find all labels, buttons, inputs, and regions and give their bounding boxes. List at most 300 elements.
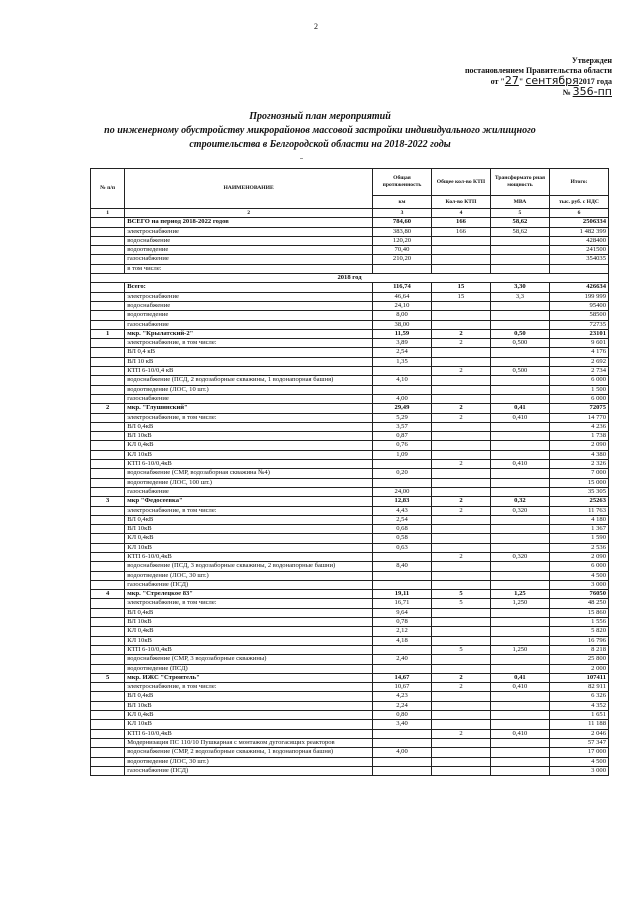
row-ktp-count: 2 [431,404,490,413]
row-name: водоотведение (ЛОС, 30 шт.) [125,571,373,580]
row-length: 120,20 [372,236,431,245]
table-row [91,562,609,571]
row-total: 428400 [549,236,608,245]
row-name: водоотведение (ЛОС, 30 шт.) [125,757,373,766]
table-row [91,246,609,255]
row-length [372,729,431,738]
row-number [91,487,125,496]
row-length: 0,78 [372,618,431,627]
row-name: ВЛ 0,4кВ [125,608,373,617]
row-length: 0,20 [372,469,431,478]
row-transformer-power [490,394,549,403]
table-row [91,645,609,654]
row-length [372,385,431,394]
row-transformer-power [490,311,549,320]
row-ktp-count [431,720,490,729]
row-transformer-power [490,757,549,766]
row-name: водоотведение [125,311,373,320]
row-length [372,367,431,376]
row-length: 0,63 [372,543,431,552]
row-ktp-count [431,422,490,431]
row-number [91,618,125,627]
approval-month: сентября [525,74,579,87]
row-ktp-count [431,450,490,459]
row-length: 1,09 [372,450,431,459]
row-total: 35 305 [549,487,608,496]
row-transformer-power: 0,320 [490,506,549,515]
table-row [91,441,609,450]
stray-mark [300,158,303,159]
row-total: 4 236 [549,422,608,431]
row-length: 0,76 [372,441,431,450]
header-total: Итого: [549,169,608,196]
row-name: ВЛ 10кВ [125,701,373,710]
idx-5: 5 [490,209,549,218]
row-total: 76050 [549,590,608,599]
row-transformer-power [490,357,549,366]
row-transformer-power: 0,410 [490,729,549,738]
table-row [91,599,609,608]
row-total: 1 556 [549,618,608,627]
row-number [91,292,125,301]
row-number [91,376,125,385]
table-row [91,264,609,273]
table-row [91,469,609,478]
table-row [91,320,609,329]
row-ktp-count [431,394,490,403]
table-row [91,590,609,599]
row-number [91,766,125,775]
row-number [91,720,125,729]
row-name: ВЛ 0,4кВ [125,692,373,701]
row-ktp-count [431,357,490,366]
row-total: 1 651 [549,711,608,720]
row-length [372,757,431,766]
row-transformer-power [490,246,549,255]
row-transformer-power [490,627,549,636]
row-transformer-power: 1,250 [490,645,549,654]
row-total: 4 500 [549,571,608,580]
row-name: мкр. ИЖС "Строитель" [125,673,373,682]
row-transformer-power [490,478,549,487]
row-number [91,441,125,450]
row-total: 6 000 [549,376,608,385]
row-ktp-count [431,320,490,329]
row-ktp-count [431,608,490,617]
row-number [91,711,125,720]
row-length: 29,49 [372,404,431,413]
row-number [91,664,125,673]
row-length: 38,00 [372,320,431,329]
row-name: электроснабжение, в том числе: [125,683,373,692]
row-length: 4,18 [372,636,431,645]
row-transformer-power [490,320,549,329]
table-row [91,339,609,348]
row-total: 6 000 [549,394,608,403]
row-number [91,580,125,589]
row-name: электроснабжение, в том числе: [125,599,373,608]
row-ktp-count: 166 [431,227,490,236]
row-length: 16,71 [372,599,431,608]
table-row [91,580,609,589]
row-name: КТП 6-10/0,4 кВ [125,367,373,376]
row-total: 9 601 [549,339,608,348]
table-row [91,552,609,561]
row-total: 1 500 [549,385,608,394]
row-number: 2 [91,404,125,413]
row-ktp-count [431,534,490,543]
table-row [91,357,609,366]
row-number [91,683,125,692]
table-row [91,348,609,357]
row-length: 46,64 [372,292,431,301]
row-name: газоснабжение (ПСД) [125,766,373,775]
row-total [549,264,608,273]
table-row [91,478,609,487]
row-name: водоотведение (ЛОС, 10 шт.) [125,385,373,394]
document-title [80,110,560,152]
table-row [91,664,609,673]
row-transformer-power: 0,320 [490,552,549,561]
table-row [91,720,609,729]
approval-line2: постановлением Правительства области [464,66,612,75]
row-name: ВЛ 0,4кВ [125,422,373,431]
row-ktp-count [431,738,490,747]
table-row [91,655,609,664]
row-number [91,227,125,236]
row-total: 1 482 399 [549,227,608,236]
row-transformer-power [490,618,549,627]
row-total: 2 734 [549,367,608,376]
row-total: 72075 [549,404,608,413]
index-row [91,209,609,218]
row-total: 241500 [549,246,608,255]
row-ktp-count [431,766,490,775]
table-row [91,636,609,645]
header-num: № п/п [91,169,125,209]
row-length: 210,20 [372,255,431,264]
row-transformer-power [490,469,549,478]
header-name: НАИМЕНОВАНИЕ [125,169,373,209]
row-transformer-power [490,692,549,701]
row-length: 5,29 [372,413,431,422]
row-transformer-power [490,748,549,757]
row-name: мкр. "Глушинский" [125,404,373,413]
row-number [91,311,125,320]
row-name: электроснабжение [125,227,373,236]
row-transformer-power [490,450,549,459]
row-transformer-power [490,432,549,441]
row-number [91,701,125,710]
row-length: 14,67 [372,673,431,682]
row-transformer-power: 0,50 [490,329,549,338]
row-ktp-count: 2 [431,460,490,469]
row-ktp-count: 5 [431,590,490,599]
row-ktp-count [431,757,490,766]
approval-line1: Утвержден [571,56,612,65]
row-transformer-power [490,515,549,524]
row-ktp-count [431,692,490,701]
row-name: водоснабжение [125,236,373,245]
row-ktp-count [431,348,490,357]
row-name: ВЛ 0,4кВ [125,515,373,524]
row-name: ВЛ 10кВ [125,618,373,627]
idx-6: 6 [549,209,608,218]
row-name: газоснабжение [125,320,373,329]
row-length: 2,40 [372,655,431,664]
row-transformer-power: 1,25 [490,590,549,599]
row-transformer-power: 0,500 [490,339,549,348]
row-total: 2 000 [549,664,608,673]
row-length [372,580,431,589]
row-ktp-count [431,376,490,385]
row-ktp-count [431,525,490,534]
title-line1: Прогнозный план мероприятий [249,111,391,122]
row-transformer-power [490,664,549,673]
row-number [91,748,125,757]
row-total: 82 911 [549,683,608,692]
row-ktp-count [431,580,490,589]
row-name: ВЛ 10 кВ [125,357,373,366]
row-transformer-power [490,534,549,543]
table-row [91,497,609,506]
row-number [91,320,125,329]
row-ktp-count: 2 [431,367,490,376]
idx-1: 1 [91,209,125,218]
row-total: 11 763 [549,506,608,515]
row-transformer-power: 0,41 [490,404,549,413]
table-row [91,404,609,413]
row-number [91,301,125,310]
row-ktp-count: 5 [431,599,490,608]
row-total: 48 250 [549,599,608,608]
row-name: Модернизация ПС 110/10 Пушкарная с монтажом дугогасящих реакторов [125,738,373,747]
row-name: водоснабжение (СМР, 3 водозаборные скважины) [125,655,373,664]
row-name: мкр "Федосеевка" [125,497,373,506]
table-row [91,711,609,720]
plan-table-body [91,169,609,776]
row-length: 24,10 [372,301,431,310]
row-name: водоснабжение (ПСД, 2 водозаборные скважины, 1 водонапорная башня) [125,376,373,385]
row-name: в том числе: [125,264,373,273]
row-name: газоснабжение [125,255,373,264]
row-ktp-count [431,664,490,673]
approval-block [432,56,612,98]
row-ktp-count: 2 [431,506,490,515]
row-ktp-count [431,236,490,245]
table-row [91,766,609,775]
row-length: 116,74 [372,283,431,292]
row-length: 3,40 [372,720,431,729]
unit-total: тыс. руб. с НДС [549,196,608,209]
row-length [372,664,431,673]
table-row [91,515,609,524]
row-transformer-power [490,376,549,385]
row-length [372,571,431,580]
row-number [91,367,125,376]
table-row [91,227,609,236]
row-number [91,738,125,747]
row-number [91,729,125,738]
row-total: 16 796 [549,636,608,645]
row-ktp-count [431,469,490,478]
approval-year: 2017 года [578,77,612,86]
table-row [91,236,609,245]
row-number [91,450,125,459]
unit-ktp: Кол-во КТП [431,196,490,209]
row-ktp-count: 2 [431,729,490,738]
row-ktp-count [431,618,490,627]
row-name: Всего: [125,283,373,292]
row-transformer-power [490,301,549,310]
row-total: 6 000 [549,562,608,571]
row-length: 383,80 [372,227,431,236]
table-row [91,283,609,292]
row-length: 0,58 [372,534,431,543]
row-transformer-power [490,348,549,357]
header-row [91,169,609,196]
row-name: КТП 6-10/0,4кВ [125,645,373,654]
row-number [91,506,125,515]
year-label: 2018 год [91,274,609,283]
row-name: мкр. "Стрелецкое 83" [125,590,373,599]
row-transformer-power [490,580,549,589]
row-ktp-count: 2 [431,683,490,692]
row-ktp-count: 2 [431,552,490,561]
row-number [91,348,125,357]
row-name: газоснабжение [125,487,373,496]
row-ktp-count [431,562,490,571]
row-length [372,478,431,487]
row-number [91,552,125,561]
row-total: 2 090 [549,552,608,561]
table-row [91,218,609,227]
row-total: 95400 [549,301,608,310]
row-number [91,655,125,664]
table-row [91,571,609,580]
row-length: 8,40 [372,562,431,571]
table-row [91,748,609,757]
row-length: 10,67 [372,683,431,692]
row-name: электроснабжение, в том числе: [125,506,373,515]
row-total: 8 218 [549,645,608,654]
row-name: водоотведение (ЛОС, 100 шт.) [125,478,373,487]
row-ktp-count [431,441,490,450]
row-name: водоснабжение (СМР, 2 водозаборные скважины, 1 водонапорная башня) [125,748,373,757]
row-number [91,236,125,245]
row-length: 70,40 [372,246,431,255]
row-total: 3 000 [549,766,608,775]
row-total: 2 326 [549,460,608,469]
table-row [91,422,609,431]
row-total: 58500 [549,311,608,320]
row-length: 3,57 [372,422,431,431]
row-number: 5 [91,673,125,682]
row-length: 0,68 [372,525,431,534]
row-total: 15 000 [549,478,608,487]
row-total: 107411 [549,673,608,682]
row-name: электроснабжение, в том числе: [125,413,373,422]
row-transformer-power [490,655,549,664]
row-number [91,422,125,431]
row-length [372,645,431,654]
row-name: КЛ 10кВ [125,543,373,552]
row-name: ВЛ 0,4 кВ [125,348,373,357]
row-ktp-count [431,655,490,664]
row-number [91,357,125,366]
row-transformer-power [490,608,549,617]
table-row [91,692,609,701]
row-name: КЛ 10кВ [125,636,373,645]
row-transformer-power: 3,30 [490,283,549,292]
row-ktp-count [431,636,490,645]
row-name: КТП 6-10/0,4кВ [125,552,373,561]
row-ktp-count [431,487,490,496]
row-total: 23101 [549,329,608,338]
row-length: 4,00 [372,748,431,757]
row-length [372,552,431,561]
row-name: электроснабжение [125,292,373,301]
row-number: 1 [91,329,125,338]
title-line3: строительства в Белгородской области на 2018-2022 годы [189,139,451,150]
row-number [91,283,125,292]
row-number [91,218,125,227]
row-length: 4,00 [372,394,431,403]
row-length: 0,80 [372,711,431,720]
row-length: 11,59 [372,329,431,338]
row-total: 57 347 [549,738,608,747]
row-transformer-power [490,385,549,394]
row-transformer-power [490,487,549,496]
row-name: ВЛ 10кВ [125,432,373,441]
table-row [91,487,609,496]
row-total: 3 000 [549,580,608,589]
header-trans: Трансформато рная мощность [490,169,549,196]
page-number: 2 [314,22,318,31]
row-number: 3 [91,497,125,506]
row-number [91,562,125,571]
row-length: 4,43 [372,506,431,515]
title-line2: по инженерному обустройству микрорайонов массовой застройки индивидуального жилищного [104,125,536,136]
row-total: 1 738 [549,432,608,441]
row-ktp-count [431,478,490,487]
table-row [91,432,609,441]
row-length: 9,64 [372,608,431,617]
idx-4: 4 [431,209,490,218]
row-ktp-count [431,711,490,720]
table-row [91,450,609,459]
row-number [91,264,125,273]
approval-num: 356-пп [572,85,612,98]
row-transformer-power [490,766,549,775]
table-row [91,534,609,543]
row-length [372,460,431,469]
table-row [91,311,609,320]
row-total: 17 000 [549,748,608,757]
table-row [91,385,609,394]
row-total: 4 500 [549,757,608,766]
row-total: 5 820 [549,627,608,636]
row-ktp-count [431,627,490,636]
row-transformer-power [490,711,549,720]
row-total: 426634 [549,283,608,292]
row-transformer-power: 0,500 [490,367,549,376]
row-name: ВЛ 10кВ [125,525,373,534]
table-row [91,673,609,682]
row-number [91,645,125,654]
row-length [372,264,431,273]
row-total: 199 999 [549,292,608,301]
